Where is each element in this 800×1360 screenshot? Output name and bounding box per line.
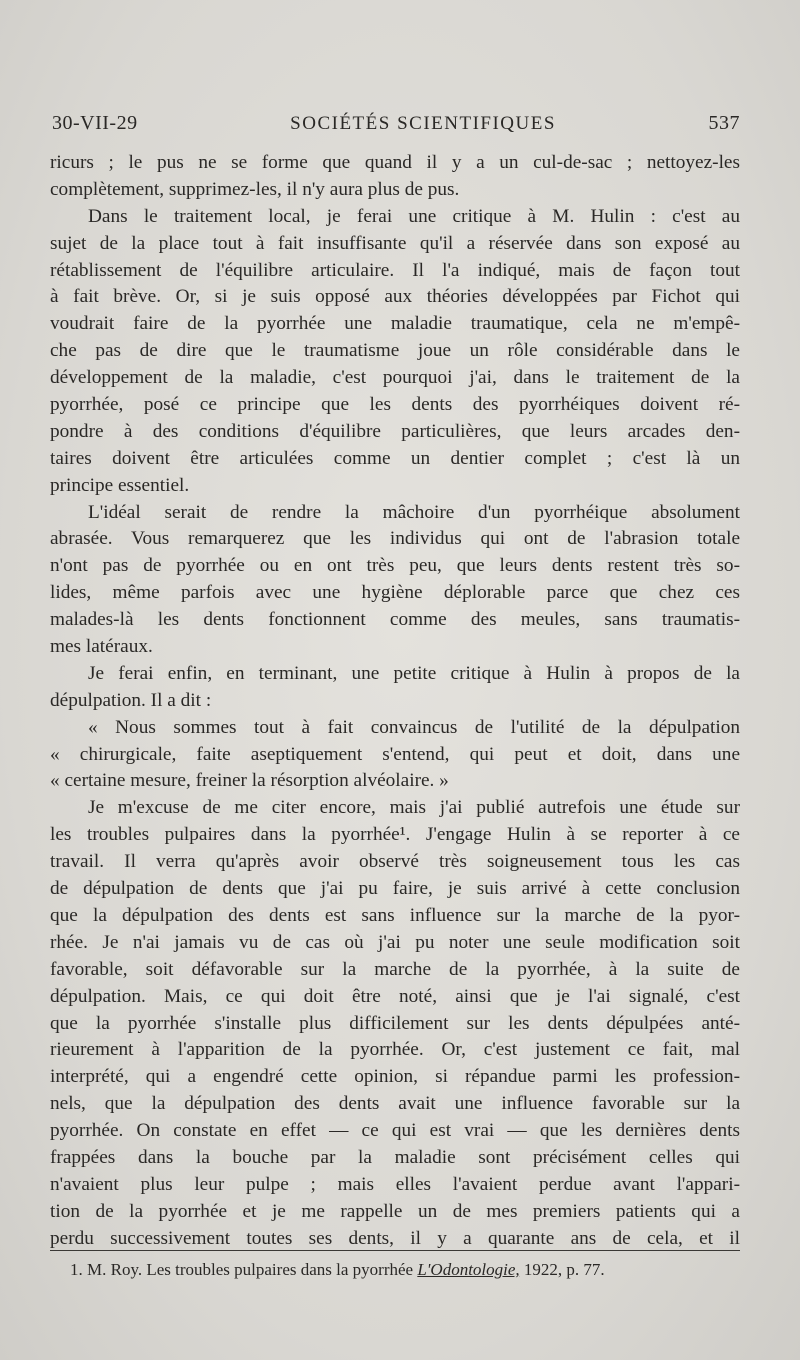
text-line: frappées dans la bouche par la maladie sont précisément celles qui — [50, 1146, 740, 1168]
text-line: travail. Il verra qu'après avoir observé très soigneusement tous les cas — [50, 851, 740, 873]
footnote-journal: L'Odontologie, — [417, 1260, 520, 1279]
body-text — [50, 150, 740, 1253]
text-line: que la pyorrhée s'installe plus difficilement sur les dents dépulpées anté- — [50, 1012, 740, 1034]
page-number: 537 — [708, 112, 740, 134]
text-line: que la dépulpation des dents est sans influence sur la marche de la pyor- — [50, 904, 740, 926]
text-line: pyorrhée, posé ce principe que les dents des pyorrhéiques doivent ré- — [50, 394, 740, 416]
header-title: SOCIÉTÉS SCIENTIFIQUES — [290, 113, 556, 134]
text-line: n'ont pas de pyorrhée ou en ont très peu, que leurs dents restent très so- — [50, 555, 740, 577]
text-line: malades-là les dents fonctionnent comme des meules, sans traumatis- — [50, 609, 740, 631]
text-line: rétablissement de l'équilibre articulaire. Il l'a indiqué, mais de façon tout — [50, 259, 740, 281]
text-line: n'avaient plus leur pulpe ; mais elles l'avaient perdue avant l'appari- — [50, 1173, 740, 1195]
text-line: dépulpation. Mais, ce qui doit être noté, ainsi que je l'ai signalé, c'est — [50, 985, 740, 1007]
text-line: ricurs ; le pus ne se forme que quand il y a un cul-de-sac ; nettoyez-les — [50, 152, 740, 173]
text-line: dépulpation. Il a dit : — [50, 689, 212, 711]
header-date: 30-VII-29 — [52, 112, 138, 134]
footnote-divider — [50, 1250, 740, 1251]
text-line: Dans le traitement local, je ferai une critique à M. Hulin : c'est au — [88, 205, 740, 227]
text-line: rhée. Je n'ai jamais vu de cas où j'ai pu noter une seule modification soit — [50, 931, 740, 953]
text-line: interprété, qui a engendré cette opinion, si répandue parmi les profession- — [50, 1066, 740, 1088]
footnote-details: 1922, p. 77. — [523, 1260, 605, 1279]
text-line: mes latéraux. — [50, 636, 153, 658]
footnote — [70, 1258, 740, 1282]
text-line: « chirurgicale, faite aseptiquement s'entend, qui peut et doit, dans une — [50, 743, 740, 765]
text-line: lides, même parfois avec une hygiène déplorable parce que chez ces — [50, 582, 740, 604]
text-line: perdu successivement toutes ses dents, il y a quarante ans de cela, et il — [50, 1227, 740, 1249]
text-line: taires doivent être articulées comme un dentier complet ; c'est là un — [50, 447, 740, 469]
text-line: tion de la pyorrhée et je me rappelle un de mes premiers patients qui a — [50, 1200, 740, 1222]
text-line: les troubles pulpaires dans la pyorrhée¹. J'engage Hulin à se reporter à ce — [50, 824, 740, 846]
text-line: voudrait faire de la pyorrhée une maladie traumatique, cela ne m'empê- — [50, 313, 740, 335]
text-line: « Nous sommes tout à fait convaincus de l'utilité de la dépulpation — [88, 716, 740, 738]
text-line: Je ferai enfin, en terminant, une petite critique à Hulin à propos de la — [88, 662, 740, 684]
text-line: pyorrhée. On constate en effet — ce qui est vrai — que les dernières dents — [50, 1120, 740, 1142]
text-line: de dépulpation de dents que j'ai pu faire, je suis arrivé à cette conclusion — [50, 878, 740, 900]
text-line: rieurement à l'apparition de la pyorrhée. Or, c'est justement ce fait, mal — [50, 1039, 740, 1061]
text-line: à fait brève. Or, si je suis opposé aux théories développées par Fichot qui — [50, 286, 740, 308]
text-line: sujet de la place tout à fait insuffisante qu'il a réservée dans son exposé au — [50, 232, 740, 254]
text-line: nels, que la dépulpation des dents avait une influence favorable sur la — [50, 1093, 740, 1115]
text-line: développement de la maladie, c'est pourquoi j'ai, dans le traitement de la — [50, 367, 740, 389]
text-line: complètement, supprimez-les, il n'y aura plus de pus. — [50, 178, 460, 200]
footnote-text: 1. M. Roy. Les troubles pulpaires dans la pyorrhée — [70, 1260, 414, 1279]
text-line: che pas de dire que le traumatisme joue un rôle considérable dans le — [50, 340, 740, 362]
text-line: principe essentiel. — [50, 474, 190, 496]
text-line: L'idéal serait de rendre la mâchoire d'un pyorrhéique absolument — [88, 501, 740, 523]
text-line: pondre à des conditions d'équilibre particulières, que leurs arcades den- — [50, 420, 740, 442]
text-line: favorable, soit défavorable sur la marche de la pyorrhée, à la suite de — [50, 958, 740, 980]
text-line: Je m'excuse de me citer encore, mais j'ai publié autrefois une étude sur — [88, 797, 740, 819]
running-header — [52, 112, 740, 135]
text-line: « certaine mesure, freiner la résorption alvéolaire. » — [50, 770, 449, 792]
text-line: abrasée. Vous remarquerez que les individus qui ont de l'abrasion totale — [50, 528, 740, 550]
